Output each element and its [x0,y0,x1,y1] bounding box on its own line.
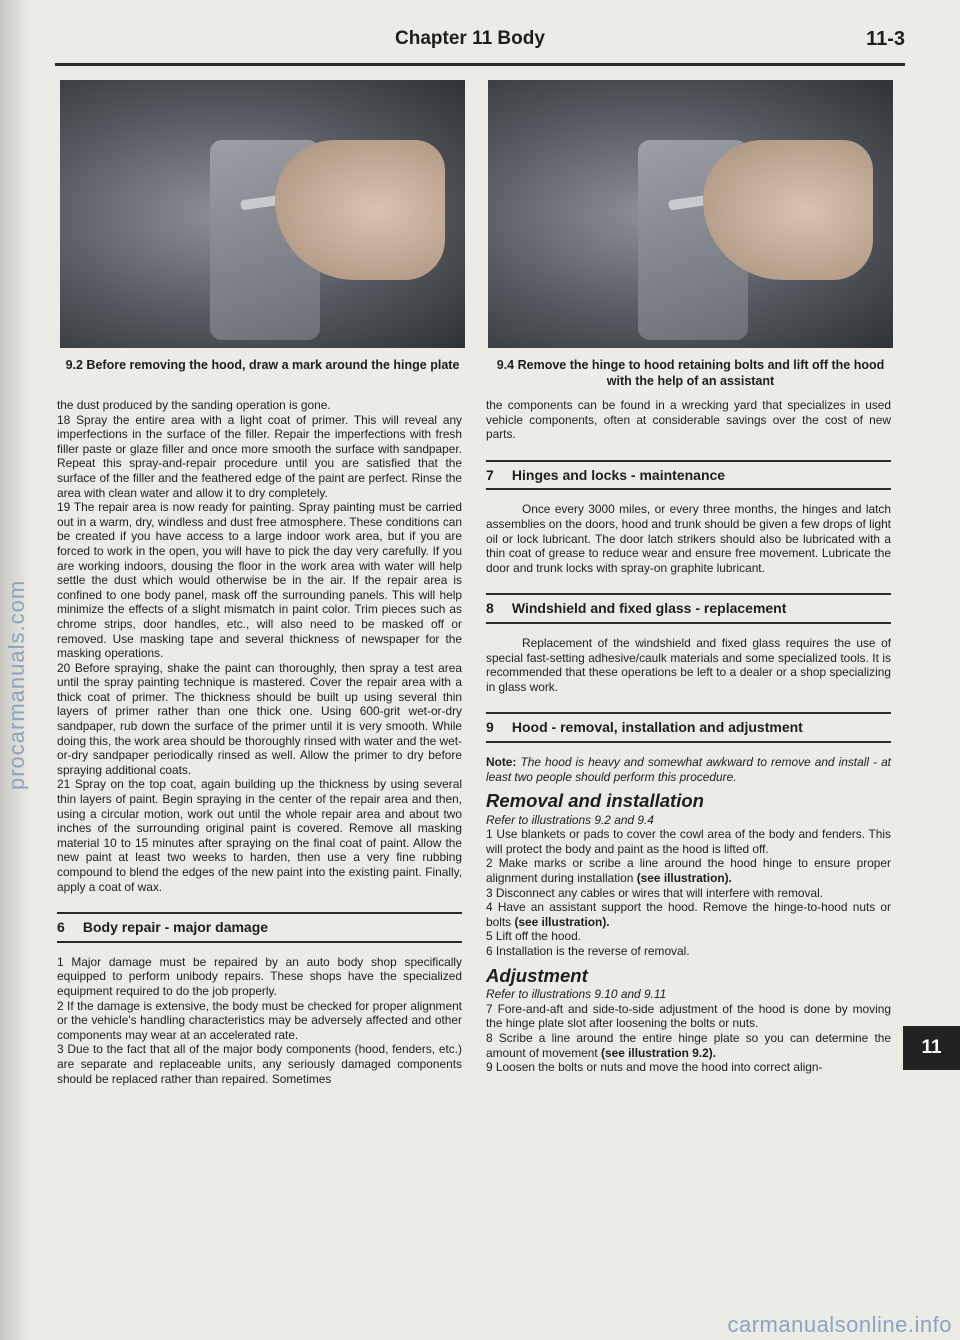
paragraph-s7: Once every 3000 miles, or every three months, the hinges and latch assemblies on the doors, hood and trunk should be given a few drops of light oil or lock lubricant. The door latch strikers should also be lubricated with a thin coat of grease to reduce wear and ensure free movement. Lubricate the door and trunk locks with spray-on graphite lubricant. [486,502,891,575]
step-8-ref: (see illustration 9.2). [601,1045,716,1060]
section-7-heading [486,460,891,491]
refer-removal: Refer to illustrations 9.2 and 9.4 [486,812,654,827]
step-9: 9 Loosen the bolts or nuts and move the hood into correct align- [486,1060,823,1075]
paragraph-s6-3: 3 Due to the fact that all of the major body components (hood, fenders, etc.) are separate and replaceable units, any seriously damaged components should be replaced rather than repaired. Sometimes [57,1042,462,1086]
subheading-adjustment: Adjustment [486,964,588,986]
refer-adjustment: Refer to illustrations 9.10 and 9.11 [486,987,667,1002]
section-title: Windshield and fixed glass - replacement [511,600,787,617]
chapter-title: Chapter 11 Body [395,28,545,49]
section-number: 6 [57,919,65,936]
step-5: 5 Lift off the hood. [486,929,581,944]
paragraph-s8: Replacement of the windshield and fixed glass requires the use of special fast-setting adhesive/caulk materials and some specialized tools. It is recommended that these operations be left to a dealer or a shop specializing in glass work. [486,635,891,694]
figure-9-4-caption: 9.4 Remove the hinge to hood retaining bolts and lift off the hood with the help of an assistant [496,358,885,388]
subheading-removal: Removal and installation [486,790,704,812]
paragraph-18: 18 Spray the entire area with a light coat of primer. This will reveal any imperfections in the surface of the filler. Repair the imperfections with fresh filler paste or glaze filler and once more smooth the surface with sandpaper. Repeat this spray-and-repair procedure until you are satisfied that the surface of the filler and the feathered edge of the paint are perfect. Rinse the area with clean water and allow it to dry completely. [57,412,462,500]
step-3: 3 Disconnect any cables or wires that will interfere with removal. [486,885,824,900]
section-9-heading [486,712,891,743]
hand-shape [275,140,445,280]
step-8-text: 8 Scribe a line around the entire hinge plate so you can determine the amount of movement [486,1031,891,1060]
section-title: Hinges and locks - maintenance [511,466,726,483]
step-2 [486,856,891,885]
section-title: Body repair - major damage [82,919,269,936]
paragraph-19: 19 The repair area is now ready for painting. Spray painting must be carried out in a warm, dry, windless and dust free atmosphere. These conditions can be created if you have access to a large indoor work area, but if you are forced to work in the open, you will have to pick the day very carefully. If you are working indoors, dousing the floor in the work area with water will help settle the dust which would otherwise be in the air. If the repair area is confined to one body panel, mask off the surrounding panels. This will help minimize the effects of a slight mismatch in paint color. Trim pieces such as chrome strips, door handles, etc., will also need to be masked off or removed. Use masking tape and several thickness of newspaper for the masking operations. [57,500,462,661]
section-title: Hood - removal, installation and adjustment [511,719,803,736]
step-1: 1 Use blankets or pads to cover the cowl area of the body and fenders. This will protect the body and paint as the hood is lifted off. [486,827,891,856]
paragraph-21: 21 Spray on the top coat, again building up the thickness by using several thin layers of paint. Begin spraying in the center of the repair area and then, using a circular motion, work out until the whole repair area and about two inches of the surrounding original paint is covered. Remove all masking material 10 to 15 minutes after spraying on the final coat of paint. Allow the new paint at least two weeks to harden, then use a very fine rubbing compound to blend the edges of the new paint into the existing paint. Finally, apply a coat of wax. [57,777,462,894]
figure-9-4-photo [488,80,893,348]
step-2-text: 2 Make marks or scribe a line around the hood hinge to ensure proper alignment during installation [486,856,891,886]
figure-9-2-photo [60,80,465,348]
step-2-ref: (see illustration). [636,871,732,886]
note [486,755,891,784]
paragraph-20: 20 Before spraying, shake the paint can thoroughly, then spray a test area until the spray painting technique is mastered. Cover the repair area with a thick coat of primer. The thickness should be built up using several thin layers of primer rather than one thick one. Using 600-grit wet-or-dry sandpaper, rub down the surface of the primer until it is very smooth. While doing this, the work area should be thoroughly rinsed with water and the wet-or-dry sandpaper periodically rinsed as well. Allow the primer to dry before spraying additional coats. [57,660,462,777]
section-number: 7 [486,466,494,483]
paragraph-s6-2: 2 If the damage is extensive, the body must be checked for proper alignment or the vehicle's handling characteristics may be adversely affected and other components may wear at an accelerated rate. [57,998,462,1042]
header-rule [55,63,905,66]
right-column [486,398,891,1075]
note-label: Note: [486,754,517,769]
section-number: 8 [486,600,494,617]
step-7: 7 Fore-and-aft and side-to-side adjustment of the hood is done by moving the hinge plate slot after loosening the bolts or nuts. [486,1001,891,1031]
page-header [55,28,905,60]
section-8-heading [486,593,891,624]
section-6-heading [57,912,462,943]
step-4-text: 4 Have an assistant support the hood. Remove the hinge-to-hood nuts or bolts [486,900,891,929]
paragraph: the components can be found in a wrecking yard that specializes in used vehicle components, often at considerable savings over the cost of new parts. [486,398,891,442]
chapter-tab: 11 [903,1026,960,1070]
section-number: 9 [486,719,494,736]
left-column [57,398,462,1086]
step-4-ref: (see illustration). [514,914,610,929]
paragraph-s6-1: 1 Major damage must be repaired by an auto body shop specifically equipped to perform unibody repairs. These shops have the specialized equipment required to do the job properly. [57,954,462,998]
side-watermark: procarmanuals.com [4,579,29,791]
figure-9-2-caption: 9.2 Before removing the hood, draw a mark around the hinge plate [65,358,460,372]
page-number: 11-3 [866,28,905,50]
step-8 [486,1031,891,1060]
step-4 [486,900,891,929]
paragraph: the dust produced by the sanding operation is gone. [57,398,331,412]
step-6: 6 Installation is the reverse of removal. [486,944,690,959]
bottom-watermark: carmanualsonline.info [727,1312,952,1337]
note-text: The hood is heavy and somewhat awkward to remove and install - at least two people should perform this procedure. [486,754,891,784]
hand-shape [703,140,873,280]
